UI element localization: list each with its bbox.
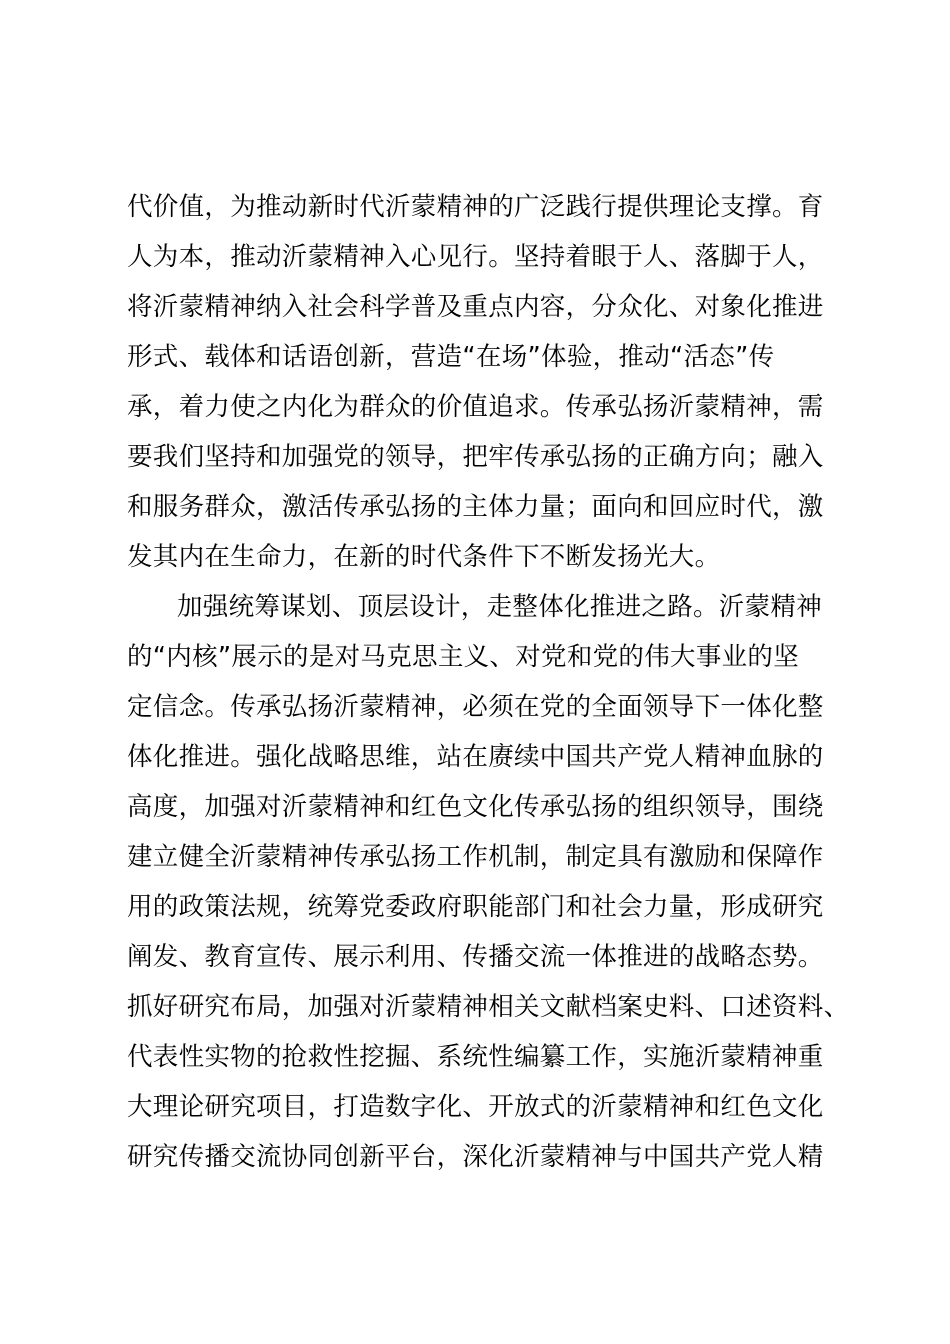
text-line-13: 高度，加强对沂蒙精神和红色文化传承弘扬的组织领导，围绕: [127, 792, 824, 822]
text-line-1: 代价值，为推动新时代沂蒙精神的广泛践行提供理论支撑。育: [127, 192, 824, 222]
text-line-17: 抓好研究布局，加强对沂蒙精神相关文献档案史料、口述资料、: [127, 992, 850, 1022]
text-line-20: 研究传播交流协同创新平台，深化沂蒙精神与中国共产党人精: [127, 1142, 824, 1172]
paragraph-start-line: 加强统筹谋划、顶层设计，走整体化推进之路。沂蒙精神: [177, 592, 823, 622]
text-line-11: 定信念。传承弘扬沂蒙精神，必须在党的全面领导下一体化整: [127, 692, 824, 722]
text-line-4: 形式、载体和话语创新，营造“在场”体验，推动“活态”传: [127, 342, 775, 372]
text-line-3: 将沂蒙精神纳入社会科学普及重点内容，分众化、对象化推进: [127, 292, 824, 322]
text-line-19: 大理论研究项目，打造数字化、开放式的沂蒙精神和红色文化: [127, 1092, 824, 1122]
text-line-12: 体化推进。强化战略思维，站在赓续中国共产党人精神血脉的: [127, 742, 824, 772]
text-line-14: 建立健全沂蒙精神传承弘扬工作机制，制定具有激励和保障作: [127, 842, 824, 872]
body-text: [127, 182, 850, 1182]
text-line-15: 用的政策法规，统筹党委政府职能部门和社会力量，形成研究: [127, 892, 824, 922]
text-line-18: 代表性实物的抢救性挖掘、系统性编纂工作，实施沂蒙精神重: [127, 1042, 824, 1072]
text-line-5: 承，着力使之内化为群众的价值追求。传承弘扬沂蒙精神，需: [127, 392, 824, 422]
text-line-2: 人为本，推动沂蒙精神入心见行。坚持着眼于人、落脚于人，: [127, 242, 824, 272]
text-line-8: 发其内在生命力，在新的时代条件下不断发扬光大。: [127, 542, 721, 572]
text-line-6: 要我们坚持和加强党的领导，把牢传承弘扬的正确方向；融入: [127, 442, 824, 472]
text-line-7: 和服务群众，激活传承弘扬的主体力量；面向和回应时代，激: [127, 492, 824, 522]
text-line-16: 阐发、教育宣传、展示利用、传播交流一体推进的战略态势。: [127, 942, 824, 972]
text-line-10: 的“内核”展示的是对马克思主义、对党和党的伟大事业的坚: [127, 642, 800, 672]
